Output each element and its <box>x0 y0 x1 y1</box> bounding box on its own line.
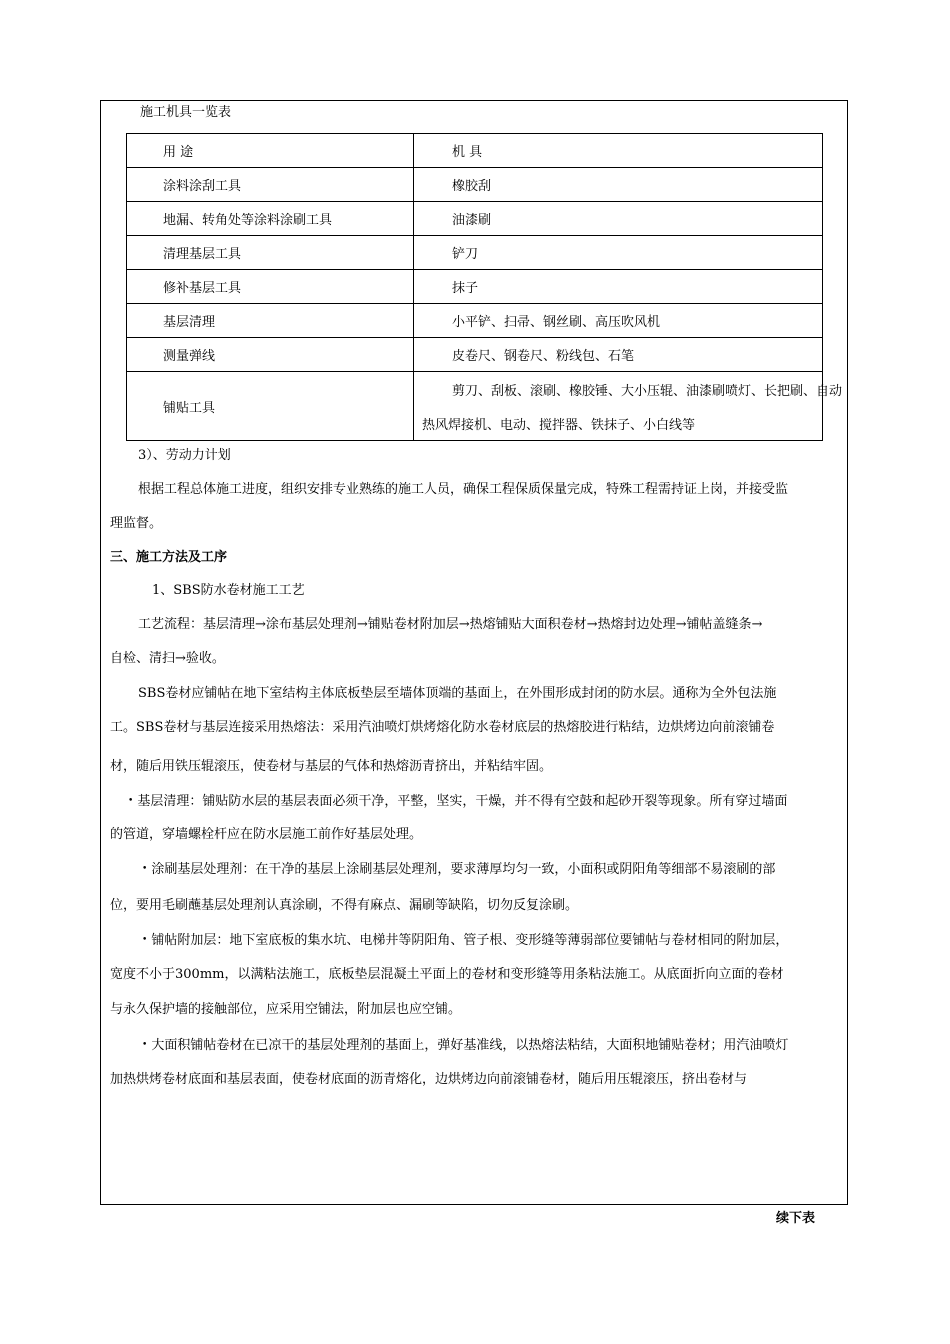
bullet2-text: 涂刷基层处理剂：在干净的基层上涂刷基层处理剂，要求薄厚均匀一致，小面积或阴阳角等细部不易滚刷的部 <box>151 862 776 877</box>
table-row <box>127 304 823 338</box>
section-heading: 三、施工方法及工序 <box>110 550 228 565</box>
labor-heading: 3）、劳动力计划 <box>138 448 231 463</box>
bullet4-text: 大面积铺帖卷材在已凉干的基层处理剂的基面上，弹好基准线，以热熔法粘结，大面积地铺贴卷材；用汽油喷灯 <box>151 1038 789 1053</box>
bullet-icon: • <box>142 935 148 945</box>
bullet3-line1 <box>142 932 788 949</box>
row-usage: 修补基层工具 <box>127 270 414 304</box>
bullet-icon: • <box>128 796 134 806</box>
bullet-icon: • <box>142 1040 148 1050</box>
row-usage: 涂料涂刮工具 <box>127 168 414 202</box>
row-usage: 地漏、转角处等涂料涂刷工具 <box>127 202 414 236</box>
header-usage: 用 途 <box>127 134 414 168</box>
row-usage: 清理基层工具 <box>127 236 414 270</box>
row-tools: 橡胶刮 <box>414 168 823 202</box>
header-tools: 机 具 <box>414 134 823 168</box>
row-tools-line1: 剪刀、刮板、滚刷、橡胶锤、大小压辊、油漆刷喷灯、长把刷、自动 <box>452 384 843 399</box>
para1-line3: 材，随后用铁压辊滚压，使卷材与基层的气体和热熔沥青挤出，并粘结牢固。 <box>110 759 553 774</box>
bullet3-line2: 宽度不小于300mm，以满粘法施工，底板垫层混凝土平面上的卷材和变形缝等用条粘法施工。从底面折向立面的卷材 <box>110 967 784 982</box>
row-tools: 铲刀 <box>414 236 823 270</box>
bullet4-line1 <box>142 1037 788 1054</box>
table-header-row <box>127 134 823 168</box>
flow-line1: 工艺流程：基层清理→涂布基层处理剂→铺贴卷材附加层→热熔铺贴大面积卷材→热熔封边处理→铺帖盖缝条→ <box>138 617 763 632</box>
row-tools: 油漆刷 <box>414 202 823 236</box>
table-row <box>127 168 823 202</box>
para1-line1: SBS卷材应铺帖在地下室结构主体底板垫层至墙体顶端的基面上，在外围形成封闭的防水层。通称为全外包法施 <box>138 686 777 701</box>
labor-line1: 根据工程总体施工进度，组织安排专业熟练的施工人员，确保工程保质保量完成，特殊工程需持证上岗，并接受监 <box>138 482 789 497</box>
continued-label: 续下表 <box>776 1211 816 1226</box>
table-row <box>127 338 823 372</box>
bullet3-text: 铺帖附加层：地下室底板的集水坑、电梯井等阴阳角、管子根、变形缝等薄弱部位要铺帖与卷材相同的附加层， <box>151 933 789 948</box>
row-tools-line2: 热风焊接机、电动、搅拌器、铁抹子、小白线等 <box>422 418 696 433</box>
labor-line2: 理监督。 <box>110 516 163 531</box>
table-row <box>127 202 823 236</box>
bullet1-line2: 的管道，穿墙螺栓杆应在防水层施工前作好基层处理。 <box>110 827 423 842</box>
row-usage: 测量弹线 <box>127 338 414 372</box>
flow-line2: 自检、清扫→验收。 <box>110 651 225 666</box>
tools-table <box>126 133 843 441</box>
subsection-heading: 1、SBS防水卷材施工工艺 <box>152 583 305 598</box>
bullet2-line2: 位，要用毛刷蘸基层处理剂认真涂刷，不得有麻点、漏刷等缺陷，切勿反复涂刷。 <box>110 898 579 913</box>
row-tools: 皮卷尺、钢卷尺、粉线包、石笔 <box>414 338 823 372</box>
row-tools <box>414 372 843 441</box>
row-usage: 铺贴工具 <box>127 372 414 441</box>
para1-line2: 工。SBS卷材与基层连接采用热熔法：采用汽油喷灯烘烤熔化防水卷材底层的热熔胶进行粘结，边烘烤边向前滚铺卷 <box>110 720 775 735</box>
bullet3-line3: 与永久保护墙的接触部位，应采用空铺法，附加层也应空铺。 <box>110 1002 462 1017</box>
bullet1-line1 <box>128 793 787 810</box>
bullet2-line1 <box>142 861 775 878</box>
bullet-icon: • <box>142 864 148 874</box>
row-tools: 抹子 <box>414 270 823 304</box>
table-row <box>127 372 823 441</box>
table-row <box>127 236 823 270</box>
row-usage: 基层清理 <box>127 304 414 338</box>
table-row <box>127 270 823 304</box>
bullet4-line2: 加热烘烤卷材底面和基层表面，使卷材底面的沥青熔化，边烘烤边向前滚铺卷材，随后用压辊滚压，挤出卷材与 <box>110 1072 748 1087</box>
row-tools: 小平铲、扫帚、钢丝刷、高压吹风机 <box>414 304 823 338</box>
bullet1-text: 基层清理：铺贴防水层的基层表面必须干净，平整，坚实，干燥，并不得有空鼓和起砂开裂等现象。所有穿过墙面 <box>137 794 788 809</box>
table-title: 施工机具一览表 <box>140 105 232 120</box>
